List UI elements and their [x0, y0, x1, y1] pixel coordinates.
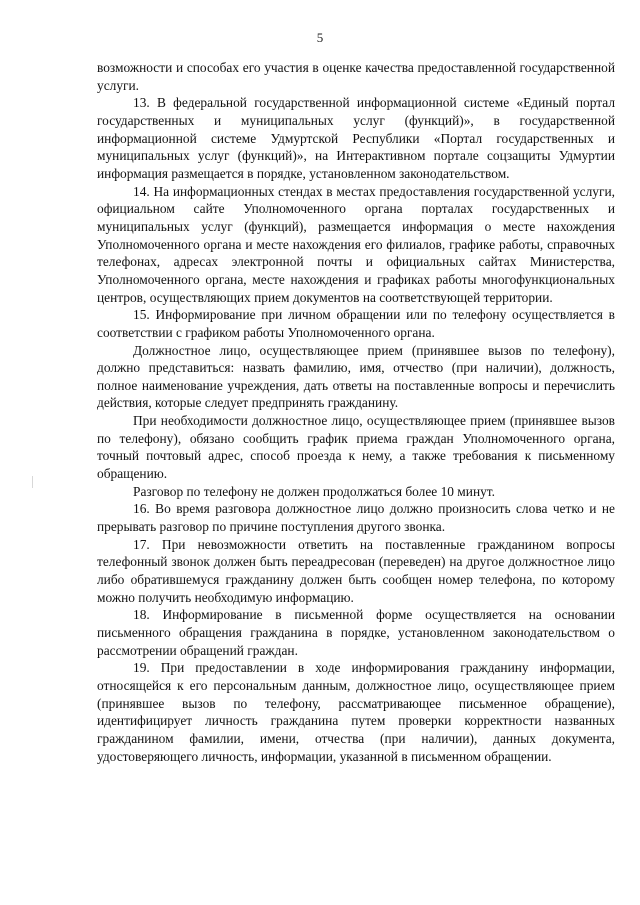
paragraph-15-official-duty: При необходимости должностное лицо, осуществляющее прием (принявшее вызов по телефону), обязано сообщить график приема граждан Уполномоченного органа, точный почтовый адрес, способ проезда к нему, а также требования к письменному обращению.: [97, 413, 615, 482]
paragraph-continuation: возможности и способах его участия в оценке качества предоставленной государственной услуги.: [97, 60, 615, 93]
paragraph-14: 14. На информационных стендах в местах предоставления государственной услуги, официальном сайте Уполномоченного органа порталах государственных и муниципальных услуг (функций), размещается информация о месте нахождения Уполномоченного органа и месте нахождения его филиалов, графике работы, справочных телефонах, адресах электронной почты и официальных сайтах Министерства, Уполномоченного органа, месте нахождения и графиках работы многофункциональных центров, осуществляющих прием документов на соответствующей территории.: [97, 183, 615, 305]
paragraph-15: 15. Информирование при личном обращении или по телефону осуществляется в соответствии с графиком работы Уполномоченного органа.: [97, 307, 615, 340]
paragraph-18: 18. Информирование в письменной форме осуществляется на основании письменного обращения гражданина в порядке, установленном законодательством о рассмотрении обращений граждан.: [97, 607, 615, 658]
paragraph-16: 16. Во время разговора должностное лицо должно произносить слова четко и не прерывать разговор по причине поступления другого звонка.: [97, 501, 615, 535]
paragraph-15-call-limit: Разговор по телефону не должен продолжаться более 10 минут.: [133, 483, 496, 499]
page-number: 5: [316, 30, 324, 45]
paragraph-13: 13. В федеральной государственной информационной системе «Единый портал государственных и муниципальных услуг (функций)», в государственной информационной системе Удмуртской Республики «Портал государственных и муниципальных услуг (функций)», на Интерактивном портале соцзащиты Удмуртии информация размещается в порядке, установленном законодательством.: [97, 95, 615, 181]
paragraph-19: 19. При предоставлении в ходе информирования гражданину информации, относящейся к его персональным данным, должностное лицо, осуществляющее прием (принявшее вызов по телефону, рассматривающее письменное обращение), идентифицирует личность гражданина путем проверки корректности названных гражданином фамилии, имени, отчества (при наличии), данных документа, удостоверяющего личность, информации, указанной в письменном обращении.: [97, 660, 615, 764]
margin-mark: [32, 476, 33, 488]
paragraph-15-official-intro: Должностное лицо, осуществляющее прием (принявшее вызов по телефону), должно представиться: назвать фамилию, имя, отчество (при наличии), должность, полное наименование учреждения, дать ответы на поставленные вопросы и перечислить действия, которые следует предпринять гражданину.: [97, 342, 615, 411]
paragraph-17: 17. При невозможности ответить на поставленные гражданином вопросы телефонный звонок должен быть переадресован (переведен) на другое должностное лицо либо обратившемуся гражданину должен быть сообщен номер телефона, по которому можно получить необходимую информацию.: [97, 536, 615, 605]
document-body: [97, 59, 615, 765]
